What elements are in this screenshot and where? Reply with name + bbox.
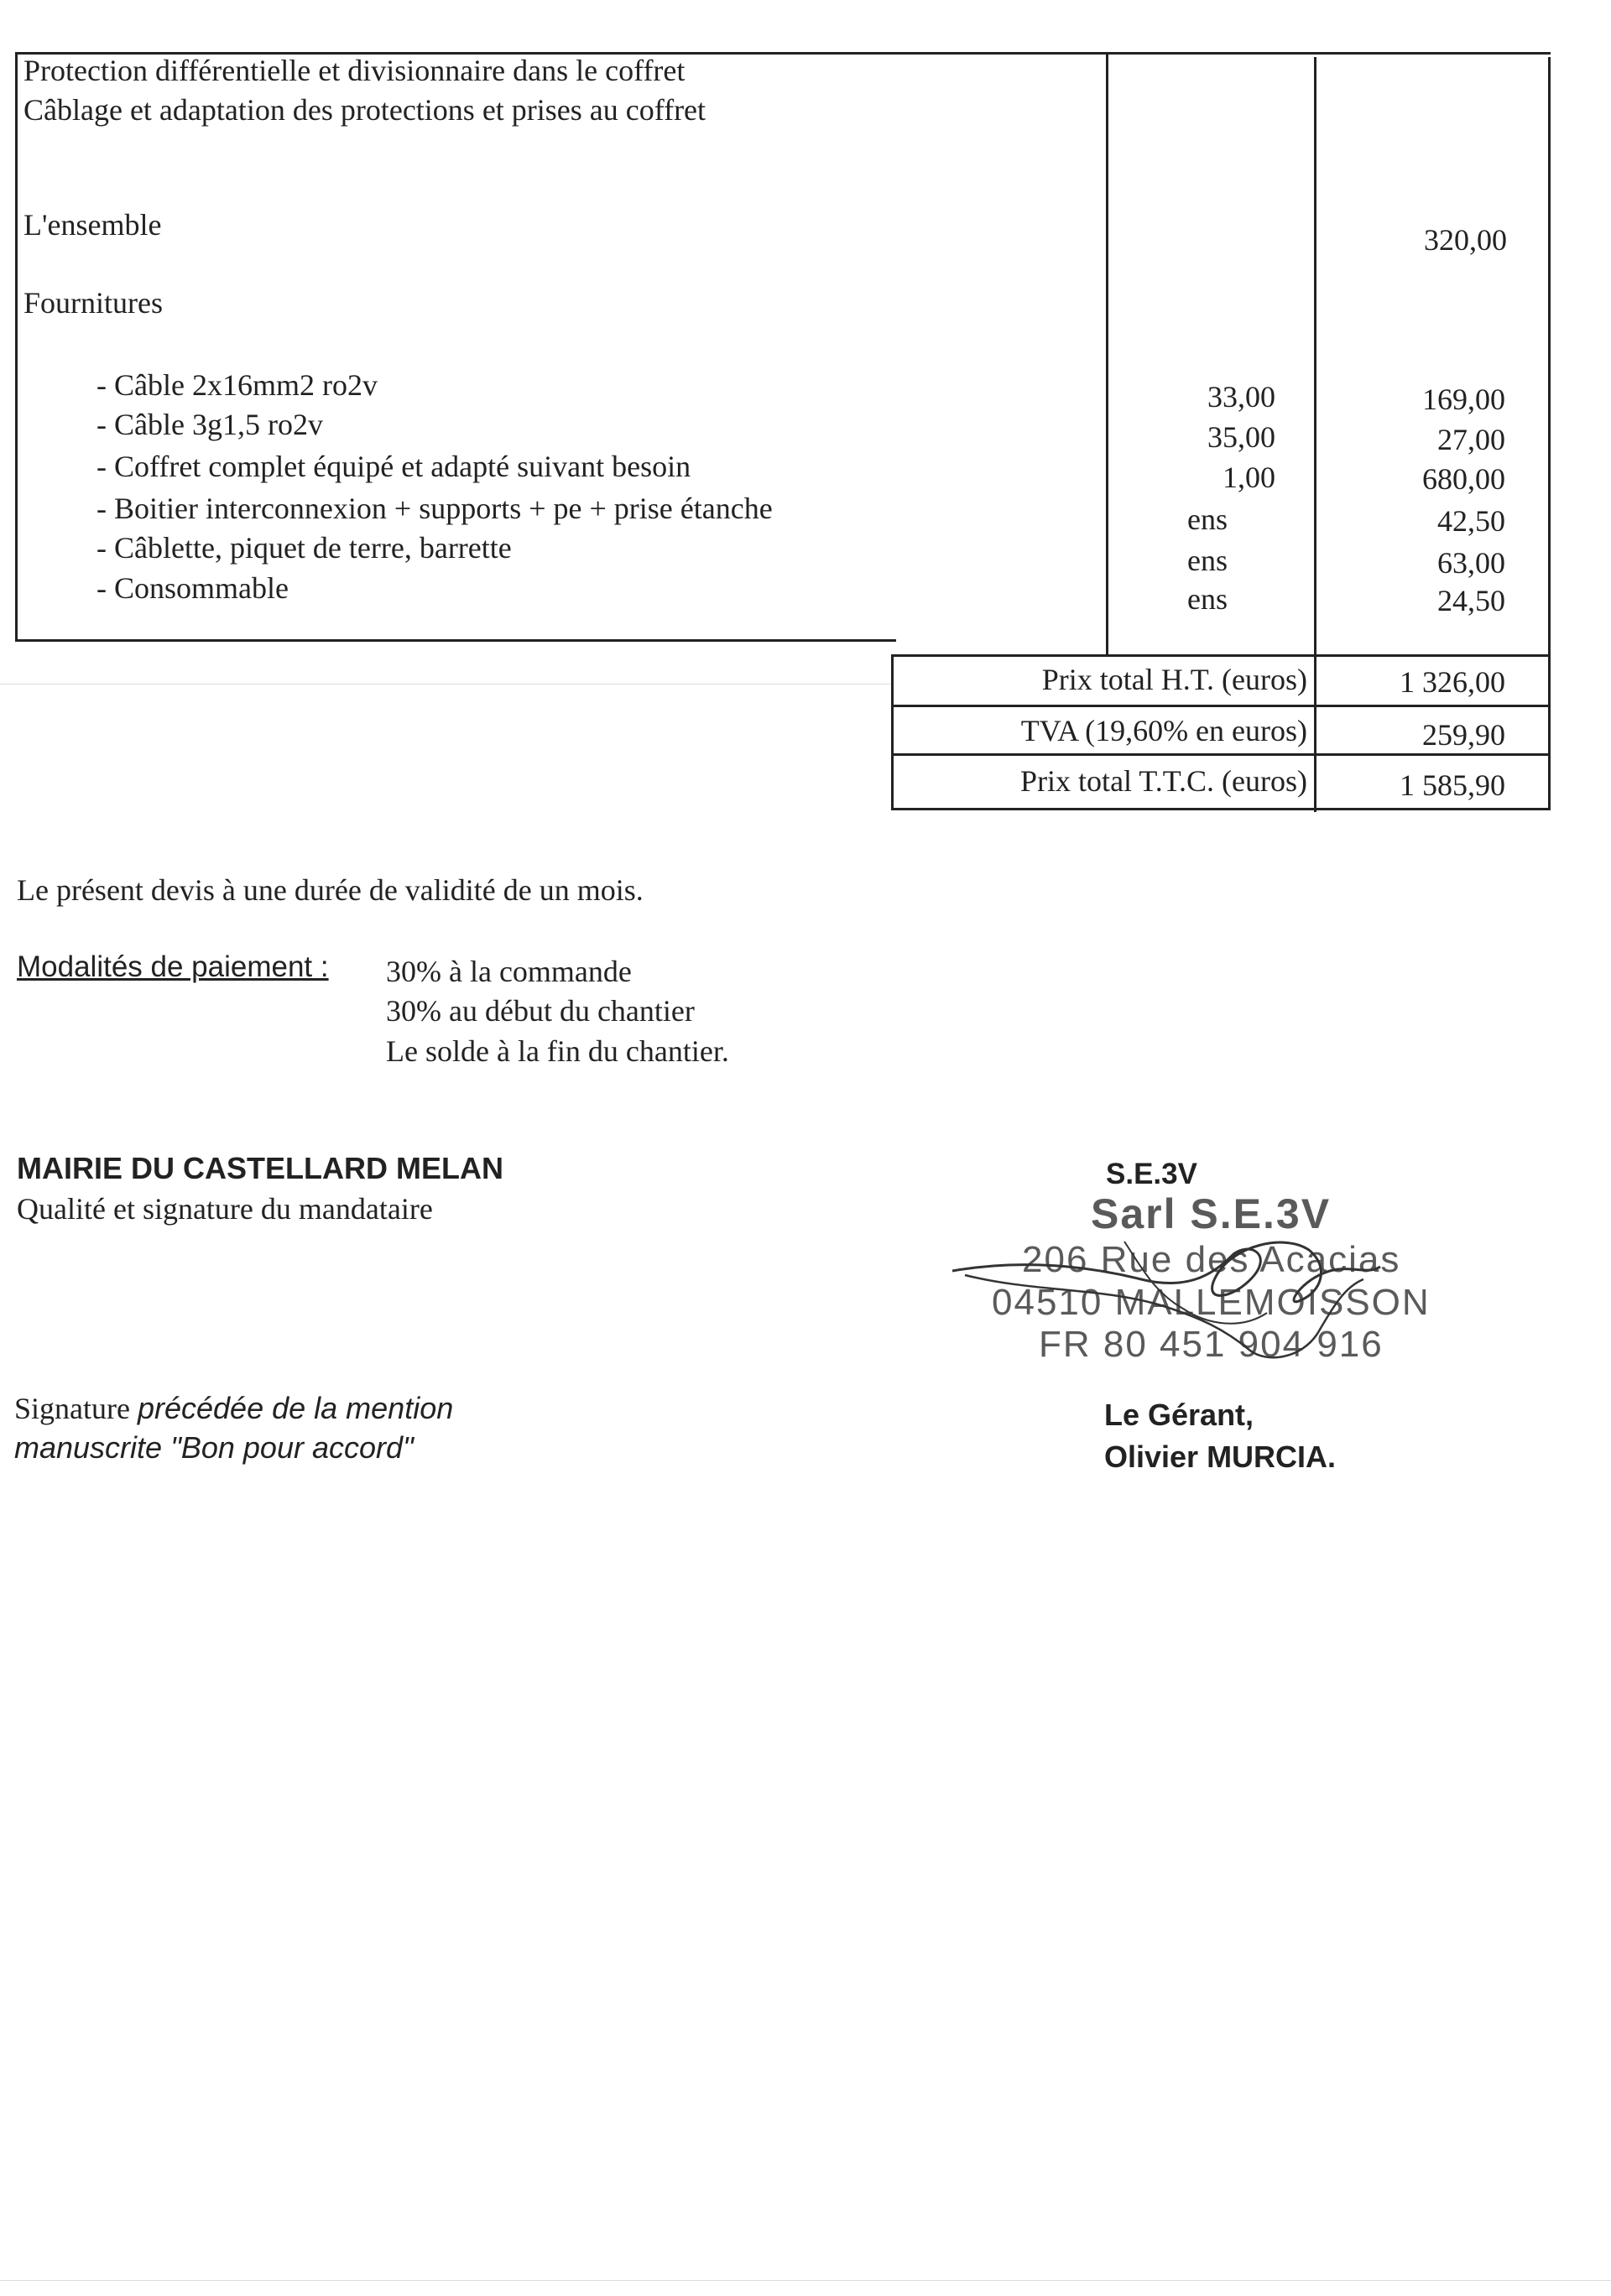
table-border-left [15, 52, 18, 641]
totals-divider-1 [891, 705, 1551, 707]
faint-scan-line [0, 684, 891, 685]
item-qty: 33,00 [1207, 380, 1275, 414]
totals-divider-2 [891, 753, 1551, 756]
signature-italic-2: manuscrite "Bon pour accord" [14, 1430, 414, 1465]
item-amount: 63,00 [1437, 546, 1505, 580]
signature-mention [14, 1391, 453, 1426]
stamp-line-1: Sarl S.E.3V [1091, 1190, 1332, 1237]
item-label: - Consommable [96, 571, 289, 605]
table-header-line-2: Câblage et adaptation des protections et prises au coffret [23, 93, 706, 127]
total-ht-label: Prix total H.T. (euros) [1041, 663, 1307, 696]
ensemble-label: L'ensemble [23, 208, 162, 242]
faint-scan-line [0, 2280, 1611, 2281]
tva-label: TVA (19,60% en euros) [1020, 714, 1307, 747]
item-amount: 27,00 [1437, 423, 1505, 456]
total-ht-value: 1 326,00 [1400, 665, 1505, 699]
ensemble-amount: 320,00 [1424, 223, 1507, 257]
table-border-bottom [15, 639, 896, 642]
item-amount: 169,00 [1422, 383, 1505, 416]
item-qty: ens [1187, 502, 1228, 536]
table-border-right [1548, 57, 1551, 658]
item-label: - Coffret complet équipé et adapté suivant besoin [96, 450, 691, 483]
item-label: - Câblette, piquet de terre, barrette [96, 531, 512, 565]
item-label: - Boitier interconnexion + supports + pe + prise étanche [96, 492, 773, 525]
item-qty: ens [1187, 544, 1228, 577]
stamp-line-4: FR 80 451 904 916 [1039, 1324, 1384, 1365]
manager-name: Olivier MURCIA. [1104, 1440, 1337, 1474]
payment-line: 30% au début du chantier [386, 994, 695, 1028]
totals-border-left [891, 654, 894, 810]
totals-border-right [1548, 654, 1551, 810]
item-label: - Câble 3g1,5 ro2v [96, 408, 323, 441]
payment-label: Modalités de paiement : [17, 950, 329, 983]
client-name: MAIRIE DU CASTELLARD MELAN [17, 1151, 503, 1185]
company-name: S.E.3V [1106, 1158, 1197, 1190]
client-subtitle: Qualité et signature du mandataire [17, 1192, 433, 1226]
total-ttc-value: 1 585,90 [1400, 768, 1505, 802]
table-header-line-1: Protection différentielle et divisionnaire dans le coffret [23, 54, 686, 87]
manager-title: Le Gérant, [1104, 1398, 1254, 1432]
item-amount: 24,50 [1437, 584, 1505, 617]
stamp-line-2: 206 Rue des Acacias [1022, 1239, 1401, 1280]
table-col-divider-1 [1106, 55, 1108, 657]
item-label: - Câble 2x16mm2 ro2v [96, 368, 378, 402]
total-ttc-label: Prix total T.T.C. (euros) [1020, 764, 1307, 798]
signature-italic-1: précédée de la mention [137, 1391, 454, 1425]
tva-value: 259,90 [1422, 718, 1505, 752]
handwritten-signature [948, 1208, 1418, 1376]
signature-prefix: Signature [14, 1392, 130, 1425]
payment-line: 30% à la commande [386, 955, 632, 988]
item-qty: 35,00 [1207, 420, 1275, 454]
item-amount: 680,00 [1422, 462, 1505, 496]
item-qty: ens [1187, 582, 1228, 616]
validity-text: Le présent devis à une durée de validité de un mois. [17, 873, 644, 907]
totals-border-bottom [891, 808, 1551, 810]
fournitures-label: Fournitures [23, 286, 163, 320]
item-amount: 42,50 [1437, 504, 1505, 538]
payment-line: Le solde à la fin du chantier. [386, 1034, 729, 1068]
stamp-line-3: 04510 MALLEMOISSON [992, 1282, 1431, 1323]
table-bottom-right [891, 654, 1551, 657]
item-qty: 1,00 [1223, 461, 1275, 494]
table-col-divider-2 [1314, 57, 1316, 812]
